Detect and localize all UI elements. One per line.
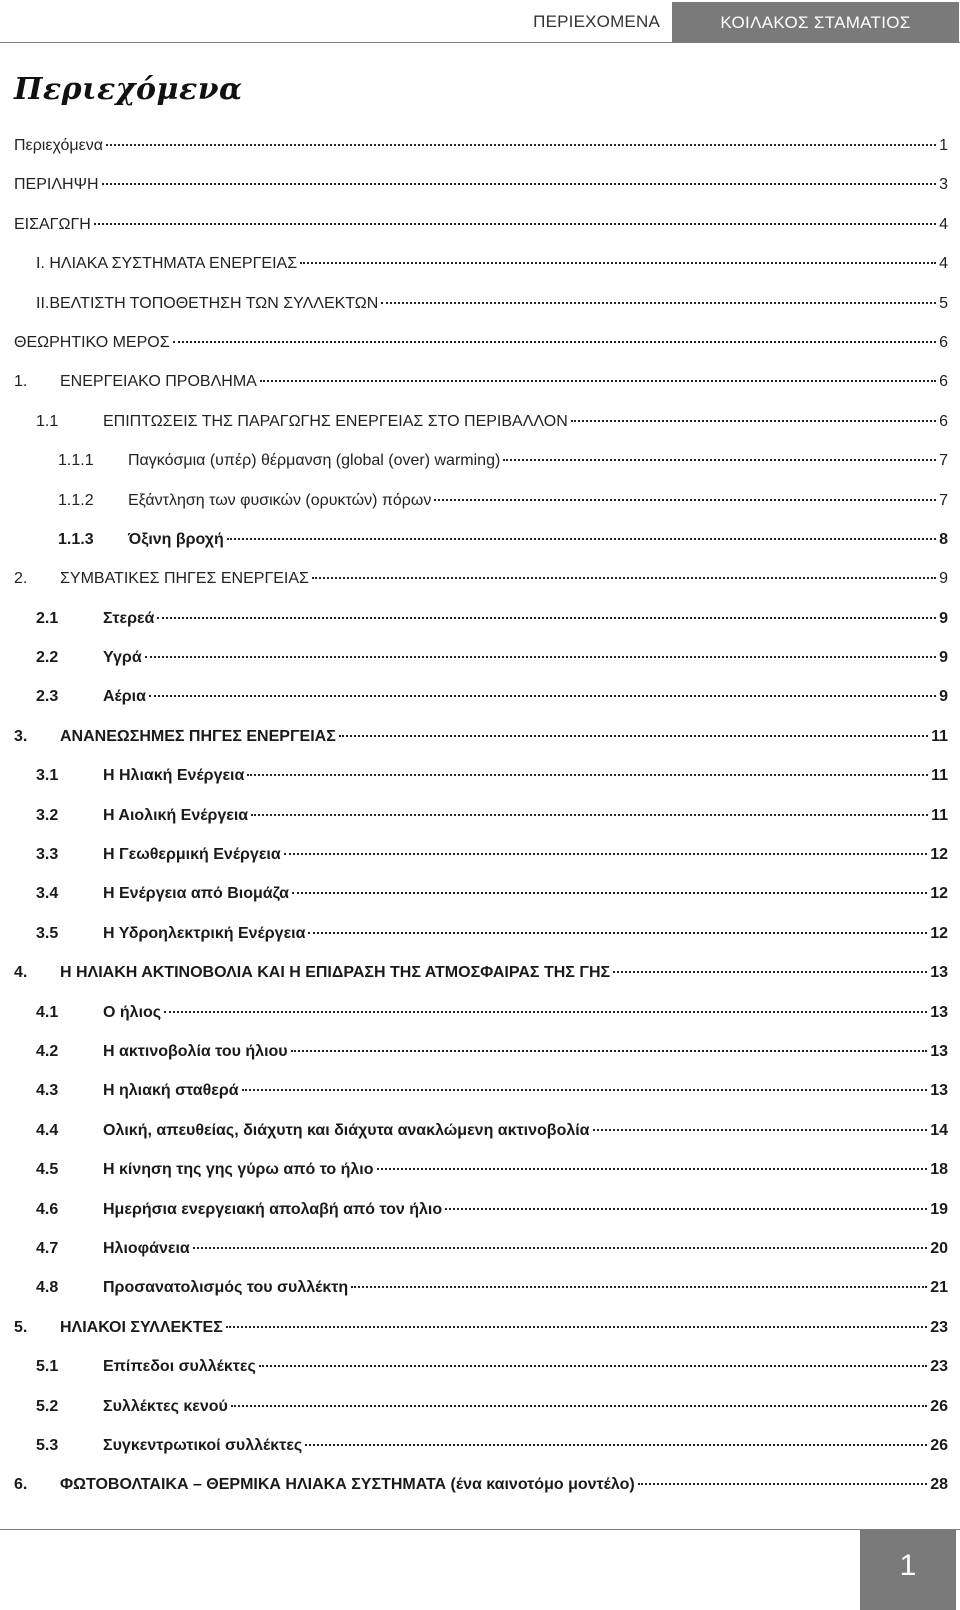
page-title: Περιεχόμενα bbox=[14, 72, 243, 107]
toc-entry-title: ΑΝΑΝΕΩΣΗΜΕΣ ΠΗΓΕΣ ΕΝΕΡΓΕΙΑΣ bbox=[60, 727, 336, 745]
toc-entry[interactable] bbox=[0, 287, 960, 326]
toc-entry-title: Η Ηλιακή Ενέργεια bbox=[103, 767, 245, 785]
toc-entry-page: 13 bbox=[930, 1082, 948, 1100]
toc-entry-page: 9 bbox=[939, 609, 948, 627]
toc-dot-leader bbox=[503, 459, 936, 461]
toc-entry[interactable] bbox=[0, 523, 960, 562]
toc-dot-leader bbox=[308, 932, 927, 934]
toc-entry-number: 5. bbox=[14, 1318, 28, 1336]
toc-dot-leader bbox=[305, 1444, 927, 1446]
toc-entry-page: 12 bbox=[930, 924, 948, 942]
toc-entry-line bbox=[14, 373, 948, 391]
toc-entry-line bbox=[36, 767, 948, 785]
toc-dot-leader bbox=[149, 695, 936, 697]
toc-dot-leader bbox=[434, 499, 936, 501]
toc-entry-page: 12 bbox=[930, 846, 948, 864]
toc-entry-number: 3.5 bbox=[36, 924, 59, 942]
toc-dot-leader bbox=[260, 380, 936, 382]
toc-entry-number: 4.1 bbox=[36, 1003, 59, 1021]
toc-entry[interactable] bbox=[0, 1153, 960, 1192]
toc-entry-title: Η Αιολική Ενέργεια bbox=[103, 806, 249, 824]
toc-entry[interactable] bbox=[0, 680, 960, 719]
toc-entry[interactable] bbox=[0, 365, 960, 404]
toc-entry-page: 5 bbox=[939, 294, 948, 312]
toc-entry-line bbox=[36, 885, 948, 903]
toc-dot-leader bbox=[193, 1247, 927, 1249]
toc-entry-number: 5.2 bbox=[36, 1397, 59, 1415]
toc-dot-leader bbox=[638, 1483, 928, 1485]
toc-entry-line bbox=[14, 728, 948, 746]
toc-entry-title: ΕΠΙΠΤΩΣΕΙΣ ΤΗΣ ΠΑΡΑΓΩΓΗΣ ΕΝΕΡΓΕΙΑΣ ΣΤΟ ΠΕΡΙΒΑΛΛΟΝ bbox=[103, 412, 568, 430]
toc-entry-title: ΕΝΕΡΓΕΙΑΚΟ ΠΡΟΒΛΗΜΑ bbox=[60, 373, 257, 391]
toc-entry-page: 23 bbox=[930, 1318, 948, 1336]
toc-entry-page: 9 bbox=[939, 570, 948, 588]
toc-entry-line bbox=[36, 1122, 948, 1140]
toc-entry-title: Αέρια bbox=[103, 688, 146, 706]
toc-entry-page: 9 bbox=[939, 688, 948, 706]
toc-entry[interactable] bbox=[0, 168, 960, 207]
toc-entry-title: Υγρά bbox=[103, 649, 142, 667]
toc-entry[interactable] bbox=[0, 759, 960, 798]
toc-entry-page: 19 bbox=[930, 1200, 948, 1218]
toc-entry-title: Ημερήσια ενεργειακή απολαβή από τον ήλιο bbox=[103, 1200, 443, 1218]
toc-entry-page: 3 bbox=[939, 176, 948, 194]
toc-entry-line bbox=[14, 137, 948, 155]
toc-dot-leader bbox=[571, 420, 936, 422]
toc-entry-title: Στερεά bbox=[103, 609, 155, 627]
toc-dot-leader bbox=[377, 1168, 928, 1170]
toc-entry[interactable] bbox=[0, 444, 960, 483]
toc-entry-page: 13 bbox=[930, 1042, 948, 1060]
toc-entry-page: 1 bbox=[939, 137, 948, 154]
toc-entry-page: 26 bbox=[930, 1397, 948, 1415]
toc-dot-leader bbox=[231, 1405, 927, 1407]
toc-entry[interactable] bbox=[0, 1350, 960, 1389]
toc-entry-page: 18 bbox=[930, 1161, 948, 1179]
toc-entry[interactable] bbox=[0, 877, 960, 916]
toc-entry-page: 7 bbox=[939, 491, 948, 509]
toc-entry-page: 11 bbox=[931, 767, 948, 785]
toc-dot-leader bbox=[251, 814, 928, 816]
toc-entry-line bbox=[58, 452, 948, 470]
toc-entry-title: Συλλέκτες κενού bbox=[103, 1397, 228, 1415]
toc-dot-leader bbox=[284, 853, 928, 855]
toc-entry[interactable] bbox=[0, 405, 960, 444]
toc-entry-page: 11 bbox=[931, 806, 948, 824]
toc-dot-leader bbox=[227, 538, 936, 540]
toc-entry-number: 4. bbox=[14, 964, 28, 982]
toc-entry-page: 6 bbox=[939, 412, 948, 430]
toc-dot-leader bbox=[157, 617, 936, 619]
toc-entry[interactable] bbox=[0, 208, 960, 247]
toc-entry-page: 7 bbox=[939, 452, 948, 470]
toc-entry-title: Ο ήλιος bbox=[103, 1003, 162, 1021]
toc-entry[interactable] bbox=[0, 720, 960, 759]
toc-entry-line bbox=[36, 649, 948, 667]
toc-dot-leader bbox=[164, 1011, 927, 1013]
toc-entry-line bbox=[14, 1476, 948, 1494]
toc-entry-title: ΦΩΤΟΒΟΛΤΑΙΚΑ – ΘΕΡΜΙΚΑ ΗΛΙΑΚΑ ΣΥΣΤΗΜΑΤΑ (ένα καινοτόμο μοντέλο) bbox=[60, 1476, 635, 1494]
toc-dot-leader bbox=[94, 223, 936, 225]
toc-entry[interactable] bbox=[0, 326, 960, 365]
toc-entry[interactable] bbox=[0, 799, 960, 838]
toc-entry-page: 26 bbox=[930, 1436, 948, 1454]
toc-entry-line bbox=[14, 334, 948, 352]
toc-entry-number: 4.5 bbox=[36, 1161, 59, 1179]
page-header bbox=[0, 0, 960, 43]
toc-entry-title: Η Ενέργεια από Βιομάζα bbox=[103, 885, 289, 903]
toc-dot-leader bbox=[173, 341, 936, 343]
toc-entry-number: 5.3 bbox=[36, 1436, 59, 1454]
toc-entry-line bbox=[58, 531, 948, 549]
toc-entry-title: ΗΛΙΑΚΟΙ ΣΥΛΛΕΚΤΕΣ bbox=[60, 1318, 223, 1336]
toc-entry-line bbox=[36, 1279, 948, 1297]
toc-dot-leader bbox=[102, 183, 937, 185]
toc-entry-line bbox=[36, 1358, 948, 1376]
toc-entry-line bbox=[36, 1201, 948, 1219]
toc-dot-leader bbox=[312, 577, 936, 579]
toc-entry[interactable] bbox=[0, 996, 960, 1035]
toc-entry-number: 3.3 bbox=[36, 846, 59, 864]
toc-entry-title: Η ΗΛΙΑΚΗ ΑΚΤΙΝΟΒΟΛΙΑ ΚΑΙ Η ΕΠΙΔΡΑΣΗ ΤΗΣ ΑΤΜΟΣΦΑΙΡΑΣ ΤΗΣ ΓΗΣ bbox=[60, 964, 611, 982]
toc-entry-number: 3.2 bbox=[36, 806, 59, 824]
toc-entry-number: 4.7 bbox=[36, 1239, 59, 1257]
toc-dot-leader bbox=[593, 1129, 928, 1131]
toc-dot-leader bbox=[445, 1208, 927, 1210]
toc-entry-page: 6 bbox=[939, 373, 948, 391]
toc-entry[interactable] bbox=[0, 562, 960, 601]
toc-entry-title: Προσανατολισμός του συλλέκτη bbox=[103, 1279, 349, 1297]
toc-dot-leader bbox=[292, 892, 927, 894]
toc-entry-title: Ηλιοφάνεια bbox=[103, 1239, 190, 1257]
toc-dot-leader bbox=[613, 971, 927, 973]
page-number: 1 bbox=[860, 1530, 956, 1610]
toc-entry-line bbox=[36, 925, 948, 943]
toc-entry-title: Όξινη βροχή bbox=[128, 530, 224, 548]
toc-entry[interactable] bbox=[0, 838, 960, 877]
toc-entry-line bbox=[14, 176, 948, 194]
toc-entry-title: Ι. ΗΛΙΑΚΑ ΣΥΣΤΗΜΑΤΑ ΕΝΕΡΓΕΙΑΣ bbox=[36, 255, 298, 273]
toc-entry-title: Παγκόσμια (υπέρ) θέρμανση (global (over) warming) bbox=[128, 452, 501, 470]
toc-entry-title: Η Γεωθερμική Ενέργεια bbox=[103, 846, 281, 864]
toc-entry-line bbox=[36, 1082, 948, 1100]
toc-entry-line bbox=[36, 1437, 948, 1455]
toc-entry-page: 8 bbox=[939, 530, 948, 548]
toc-entry-title: ΘΕΩΡΗΤΙΚΟ ΜΕΡΟΣ bbox=[14, 333, 170, 351]
toc-entry-line bbox=[36, 610, 948, 628]
toc-entry-title: Συγκεντρωτικοί συλλέκτες bbox=[103, 1436, 303, 1454]
toc-entry-number: 2.3 bbox=[36, 688, 59, 706]
toc-entry-line bbox=[36, 1398, 948, 1416]
toc-entry-title: ΣΥΜΒΑΤΙΚΕΣ ΠΗΓΕΣ ΕΝΕΡΓΕΙΑΣ bbox=[60, 570, 309, 588]
toc-entry-number: 3.1 bbox=[36, 767, 59, 785]
toc-entry-number: 1.1.3 bbox=[58, 530, 94, 548]
toc-entry-title: Περιεχόμενα bbox=[14, 137, 103, 154]
toc-entry-line bbox=[36, 807, 948, 825]
toc-entry-number: 4.3 bbox=[36, 1082, 59, 1100]
toc-entry-page: 20 bbox=[930, 1239, 948, 1257]
toc-entry-number: 3.4 bbox=[36, 885, 59, 903]
toc-entry-page: 14 bbox=[930, 1121, 948, 1139]
toc-entry[interactable] bbox=[0, 1114, 960, 1153]
toc-entry[interactable] bbox=[0, 1468, 960, 1507]
toc-entry-line bbox=[36, 688, 948, 706]
toc-entry[interactable] bbox=[0, 484, 960, 523]
toc-entry-page: 11 bbox=[931, 727, 948, 745]
toc-entry[interactable] bbox=[0, 1074, 960, 1113]
toc-entry[interactable] bbox=[0, 1035, 960, 1074]
toc-entry-number: 2.2 bbox=[36, 649, 59, 667]
toc-entry-number: 5.1 bbox=[36, 1358, 59, 1376]
toc-dot-leader bbox=[381, 302, 936, 304]
toc-dot-leader bbox=[242, 1089, 928, 1091]
toc-entry-page: 13 bbox=[930, 1003, 948, 1021]
toc-entry-number: 4.8 bbox=[36, 1279, 59, 1297]
toc-entry-line bbox=[36, 255, 948, 273]
toc-entry-line bbox=[14, 216, 948, 234]
toc-dot-leader bbox=[106, 144, 936, 146]
toc-dot-leader bbox=[351, 1286, 927, 1288]
toc-entry-title: Η Υδροηλεκτρική Ενέργεια bbox=[103, 924, 306, 942]
toc-dot-leader bbox=[247, 774, 928, 776]
toc-entry-line bbox=[36, 1240, 948, 1258]
toc-entry[interactable] bbox=[0, 129, 960, 168]
toc-entry-number: 4.6 bbox=[36, 1200, 59, 1218]
toc-entry-title: Η ακτινοβολία του ήλιου bbox=[103, 1042, 288, 1060]
toc-dot-leader bbox=[259, 1365, 927, 1367]
toc-entry-number: 1. bbox=[14, 373, 28, 391]
toc-entry-line bbox=[14, 1319, 948, 1337]
toc-entry-number: 1.1.2 bbox=[58, 491, 94, 509]
toc-entry[interactable] bbox=[0, 1193, 960, 1232]
toc-entry-number: 6. bbox=[14, 1476, 28, 1494]
table-of-contents bbox=[0, 129, 960, 1508]
toc-entry-title: Επίπεδοι συλλέκτες bbox=[103, 1358, 256, 1376]
toc-entry-number: 3. bbox=[14, 727, 28, 745]
footer-divider bbox=[0, 1529, 960, 1530]
toc-entry-title: Η ηλιακή σταθερά bbox=[103, 1082, 239, 1100]
toc-entry-number: 4.4 bbox=[36, 1121, 59, 1139]
toc-entry-line bbox=[14, 570, 948, 588]
toc-dot-leader bbox=[145, 656, 936, 658]
toc-entry-page: 9 bbox=[939, 649, 948, 667]
toc-entry-line bbox=[36, 1004, 948, 1022]
toc-entry-number: 1.1.1 bbox=[58, 452, 94, 470]
toc-entry[interactable] bbox=[0, 247, 960, 286]
toc-entry-page: 23 bbox=[930, 1358, 948, 1376]
toc-entry-line bbox=[36, 295, 948, 313]
toc-entry-number: 1.1 bbox=[36, 412, 59, 430]
toc-entry-line bbox=[14, 964, 948, 982]
toc-entry-line bbox=[36, 1043, 948, 1061]
toc-dot-leader bbox=[226, 1326, 927, 1328]
toc-entry-page: 28 bbox=[930, 1476, 948, 1494]
toc-entry-page: 4 bbox=[939, 255, 948, 273]
header-section-title: ΠΕΡΙΕΧΟΜΕΝΑ bbox=[533, 12, 660, 31]
toc-entry-page: 13 bbox=[930, 964, 948, 982]
toc-entry[interactable] bbox=[0, 917, 960, 956]
toc-entry-page: 21 bbox=[930, 1279, 948, 1297]
toc-entry-number: 4.2 bbox=[36, 1042, 59, 1060]
toc-entry-title: Ολική, απευθείας, διάχυτη και διάχυτα ανακλώμενη ακτινοβολία bbox=[103, 1121, 590, 1139]
header-author-name: ΚΟΙΛΑΚΟΣ ΣΤΑΜΑΤΙΟΣ bbox=[672, 2, 959, 42]
toc-entry[interactable] bbox=[0, 956, 960, 995]
toc-entry-line bbox=[36, 1161, 948, 1179]
toc-entry-page: 4 bbox=[939, 215, 948, 233]
toc-entry-title: Η κίνηση της γης γύρω από το ήλιο bbox=[103, 1161, 374, 1179]
toc-entry[interactable] bbox=[0, 602, 960, 641]
toc-entry-line bbox=[58, 492, 948, 510]
toc-entry-title: Εξάντληση των φυσικών (ορυκτών) πόρων bbox=[128, 491, 432, 509]
toc-entry-line bbox=[36, 413, 948, 431]
toc-entry[interactable] bbox=[0, 1390, 960, 1429]
toc-entry-line bbox=[36, 846, 948, 864]
toc-entry-number: 2.1 bbox=[36, 609, 59, 627]
toc-dot-leader bbox=[291, 1050, 928, 1052]
toc-entry[interactable] bbox=[0, 1429, 960, 1468]
toc-entry[interactable] bbox=[0, 1232, 960, 1271]
toc-entry-page: 6 bbox=[939, 333, 948, 351]
toc-entry-title: ΙΙ.ΒΕΛΤΙΣΤΗ ΤΟΠΟΘΕΤΗΣΗ ΤΩΝ ΣΥΛΛΕΚΤΩΝ bbox=[36, 294, 379, 312]
toc-entry[interactable] bbox=[0, 1271, 960, 1310]
toc-entry[interactable] bbox=[0, 1311, 960, 1350]
toc-dot-leader bbox=[339, 735, 928, 737]
toc-entry-page: 12 bbox=[930, 885, 948, 903]
toc-dot-leader bbox=[300, 262, 936, 264]
toc-entry-title: ΕΙΣΑΓΩΓΗ bbox=[14, 215, 91, 233]
toc-entry[interactable] bbox=[0, 641, 960, 680]
toc-entry-title: ΠΕΡΙΛΗΨΗ bbox=[14, 176, 99, 194]
toc-entry-number: 2. bbox=[14, 570, 28, 588]
